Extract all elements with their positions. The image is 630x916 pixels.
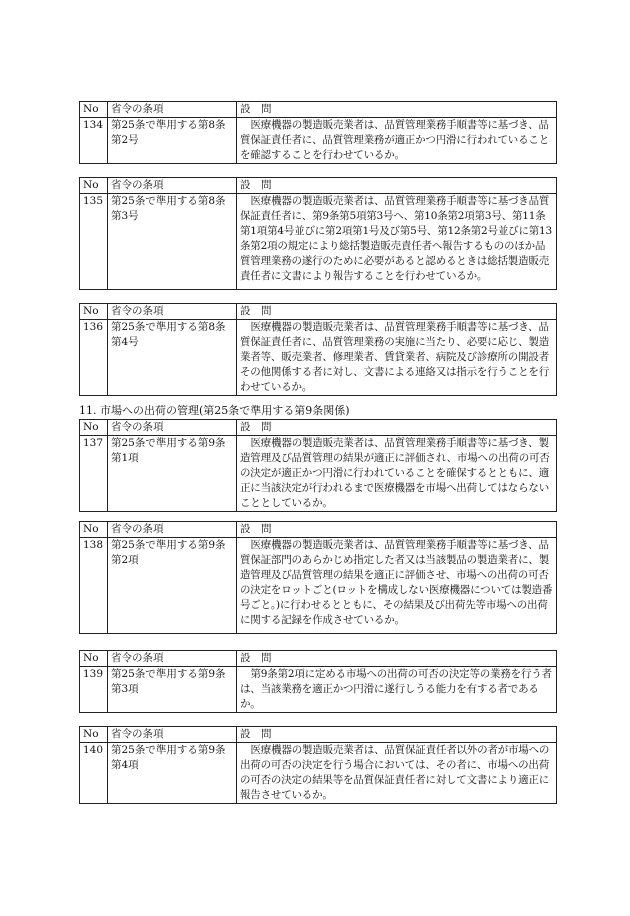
table-header-row (80, 178, 557, 194)
header-question: 設 問 (237, 420, 557, 436)
question-text: 医療機器の製造販売業者は、品質保証責任者以外の者が市場への出荷の可否の決定を行う場合においては、その者に、市場への出荷の可否の決定の結果等を品質保証責任者に対して文書により適正に報告させているか。 (237, 743, 557, 804)
question-text: 医療機器の製造販売業者は、品質管理業務手順書等に基づき、品質保証責任者に、品質管理業務が適正かつ円滑に行われていることを確認することを行わせているか。 (237, 118, 557, 164)
section-heading: 11. 市場への出荷の管理(第25条で準用する第9条関係) (79, 404, 350, 417)
question-text: 医療機器の製造販売業者は、品質管理業務手順書等に基づき、品質保証責任者に、品質管理業務の実施に当たり、必要に応じ、製造業者等、販売業者、修理業者、賃貸業者、病院及び診療所の開設者その他関係する者に対し、文書による連絡又は指示を行うことを行わせているか。 (237, 320, 557, 396)
article-ref: 第25条で準用する第8条第4号 (108, 320, 237, 396)
header-article: 省令の条項 (108, 304, 237, 320)
question-no: 134 (80, 118, 108, 164)
header-no: No (80, 522, 108, 538)
table-header-row (80, 102, 557, 118)
question-no: 135 (80, 194, 108, 290)
header-no: No (80, 102, 108, 118)
table-row (80, 743, 557, 804)
article-ref: 第25条で準用する第9条第4項 (108, 743, 237, 804)
header-no: No (80, 304, 108, 320)
table-header-row (80, 651, 557, 667)
header-question: 設 問 (237, 651, 557, 667)
header-no: No (80, 727, 108, 743)
question-text: 医療機器の製造販売業者は、品質管理業務手順書等に基づき、品質保証部門のあらかじめ指定した者又は当該製品の製造業者に、製造管理及び品質管理の結果を適正に評価させ、市場への出荷の可否の決定をロットごと(ロットを構成しない医療機器については製造番号ごと。)に行わせるとともに、その結果及び出荷先等市場への出荷に関する記録を作成させているか。 (237, 538, 557, 634)
question-table-140 (79, 726, 556, 804)
header-no: No (80, 420, 108, 436)
article-ref: 第25条で準用する第8条第2号 (108, 118, 237, 164)
header-article: 省令の条項 (108, 727, 237, 743)
question-table-138 (79, 521, 556, 634)
table-header-row (80, 522, 557, 538)
article-ref: 第25条で準用する第8条第3号 (108, 194, 237, 290)
header-question: 設 問 (237, 727, 557, 743)
article-ref: 第25条で準用する第9条第3項 (108, 667, 237, 713)
article-ref: 第25条で準用する第9条第1項 (108, 436, 237, 512)
question-table-134 (79, 101, 556, 164)
table-header-row (80, 420, 557, 436)
table-header-row (80, 727, 557, 743)
table-row (80, 436, 557, 512)
table-header-row (80, 304, 557, 320)
question-table-136 (79, 303, 556, 396)
question-no: 136 (80, 320, 108, 396)
question-table-139 (79, 650, 556, 713)
header-question: 設 問 (237, 102, 557, 118)
question-no: 138 (80, 538, 108, 634)
header-question: 設 問 (237, 178, 557, 194)
question-text: 第9条第2項に定める市場への出荷の可否の決定等の業務を行う者は、当該業務を適正かつ円滑に遂行しうる能力を有する者であるか。 (237, 667, 557, 713)
header-article: 省令の条項 (108, 178, 237, 194)
question-table-135 (79, 177, 556, 290)
article-ref: 第25条で準用する第9条第2項 (108, 538, 237, 634)
question-no: 137 (80, 436, 108, 512)
table-row (80, 667, 557, 713)
table-row (80, 538, 557, 634)
table-row (80, 320, 557, 396)
header-question: 設 問 (237, 522, 557, 538)
question-no: 139 (80, 667, 108, 713)
header-no: No (80, 651, 108, 667)
question-text: 医療機器の製造販売業者は、品質管理業務手順書等に基づき、製造管理及び品質管理の結果が適正に評価され、市場への出荷の可否の決定が適正かつ円滑に行われていることを確保するとともに、適正に当該決定が行われるまで医療機器を市場へ出荷してはならないこととしているか。 (237, 436, 557, 512)
table-row (80, 118, 557, 164)
question-no: 140 (80, 743, 108, 804)
table-row (80, 194, 557, 290)
header-article: 省令の条項 (108, 651, 237, 667)
header-question: 設 問 (237, 304, 557, 320)
header-article: 省令の条項 (108, 522, 237, 538)
header-no: No (80, 178, 108, 194)
question-table-137 (79, 419, 556, 512)
header-article: 省令の条項 (108, 102, 237, 118)
header-article: 省令の条項 (108, 420, 237, 436)
question-text: 医療機器の製造販売業者は、品質管理業務手順書等に基づき品質保証責任者に、第9条第5項第3号へ、第10条第2項第3号、第11条第1項第4号並びに第2項第1号及び第5号、第12条第2号並びに第13条第2項の規定により総括製造販売責任者へ報告するもののほか品質管理業務の遂行のために必要があると認めるときは総括製造販売責任者に文書により報告することを行わせているか。 (237, 194, 557, 290)
